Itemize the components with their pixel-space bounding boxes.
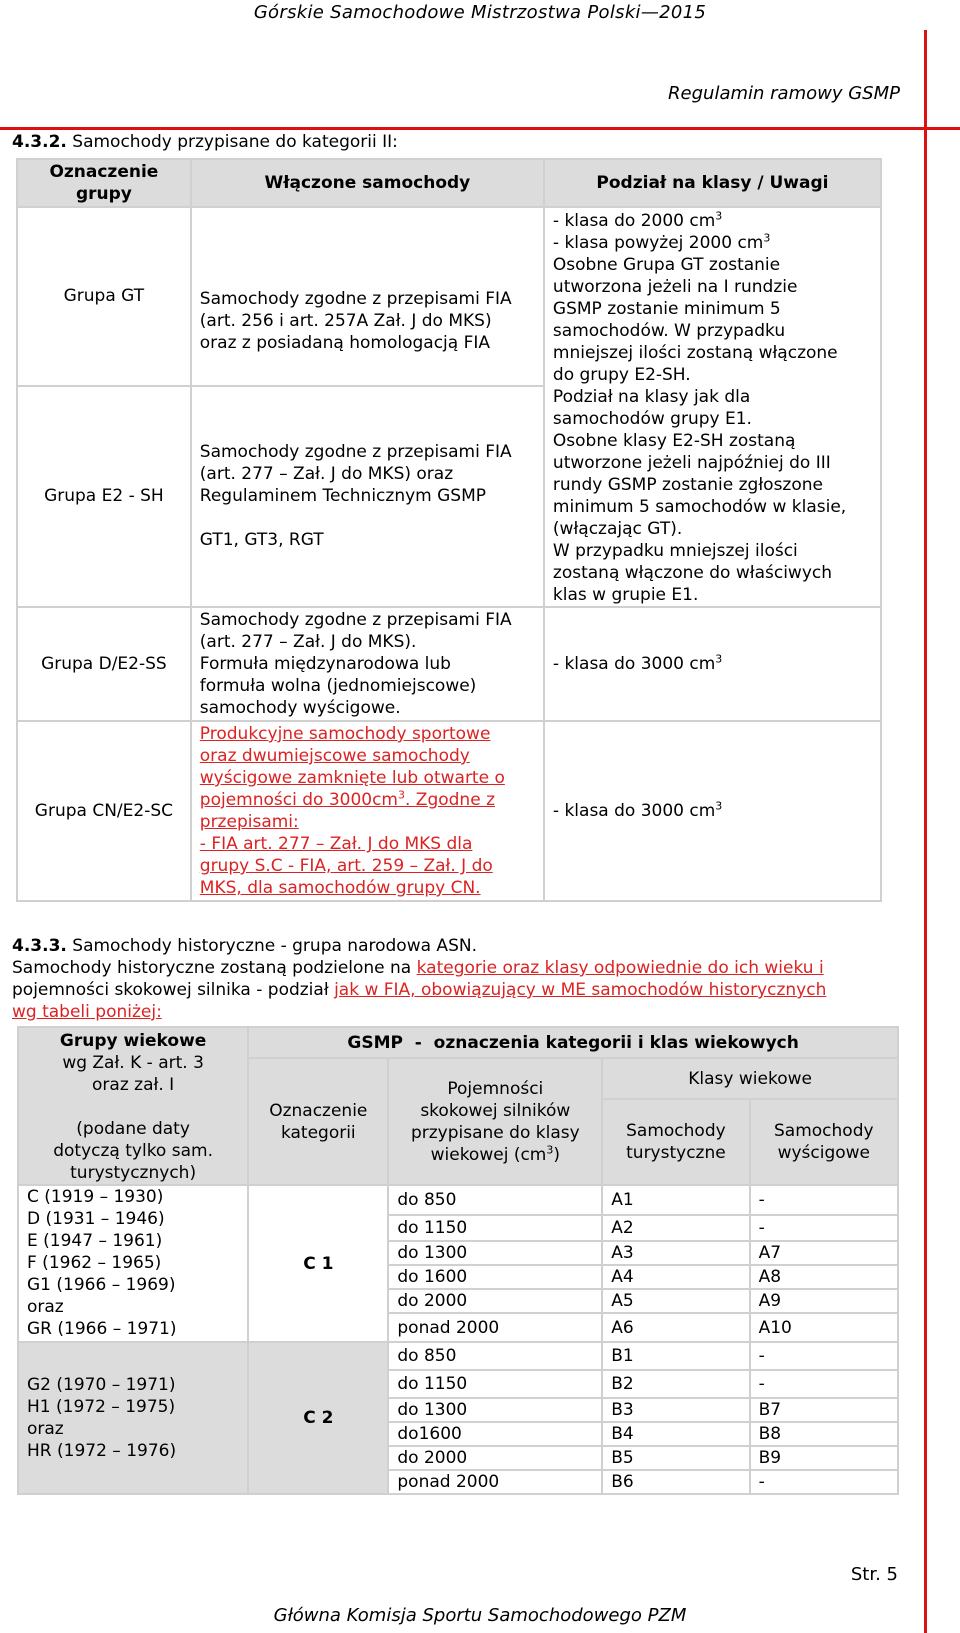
- group-name: Grupa D/E2-SS: [17, 607, 191, 721]
- age-group: G1 (1966 – 1969): [27, 1275, 176, 1295]
- header-racing: Samochody wyścigowe: [750, 1099, 898, 1185]
- racing-class-cell: -: [750, 1185, 898, 1215]
- touring-class-cell: A5: [602, 1289, 749, 1313]
- header-age-classes: Klasy wiekowe: [602, 1058, 898, 1099]
- cars-description: Produkcyjne samochody sportowe oraz dwumiejscowe samochody wyścigowe zamknięte lub otwarte o pojemności do $3000cm^3$. Zgodne z przepisami: - FIA art. 277 – Zał. J do MKS dla grupy S.C - FIA, art. 259 – Zał. J do MKS, dla samochodów grupy CN.: [191, 721, 544, 901]
- historic-classes-table: [17, 1026, 899, 1495]
- racing-class-cell: -: [750, 1342, 898, 1370]
- group-name: Grupa GT: [17, 207, 191, 386]
- capacity-cell: do 1150: [388, 1215, 602, 1241]
- racing-class-cell: B8: [750, 1422, 898, 1446]
- section-number: 4.3.2.: [12, 132, 67, 152]
- header-touring: Samochody turystyczne: [602, 1099, 749, 1185]
- racing-class-cell: -: [750, 1215, 898, 1241]
- touring-class-cell: B5: [602, 1446, 749, 1470]
- racing-class-cell: -: [750, 1470, 898, 1494]
- racing-class-cell: A8: [750, 1265, 898, 1289]
- capacity-cell: do 850: [388, 1185, 602, 1215]
- category-c1-rows: [18, 1185, 898, 1342]
- capacity-cell: ponad 2000: [388, 1313, 602, 1342]
- header-cars: Włączone samochody: [191, 159, 544, 207]
- table-row: [18, 1342, 898, 1370]
- age-group: F (1962 – 1965): [27, 1253, 162, 1273]
- page-number: Str. 5: [850, 1564, 898, 1585]
- document-footer: Główna Komisja Sportu Samochodowego PZM: [273, 1605, 687, 1626]
- cars-description: Samochody zgodne z przepisami FIA (art. 277 – Zał. J do MKS). Formuła międzynarodowa lub formuła wolna (jednomiejscowe) samochody wyścigowe.: [191, 607, 544, 721]
- age-group-list: [18, 1342, 248, 1494]
- age-group: E (1947 – 1961): [27, 1231, 163, 1251]
- capacity-cell: do 2000: [388, 1446, 602, 1470]
- racing-class-cell: A10: [750, 1313, 898, 1342]
- header-group: Oznaczenie grupy: [17, 159, 191, 207]
- racing-class-cell: A9: [750, 1289, 898, 1313]
- racing-class-cell: -: [750, 1370, 898, 1398]
- age-group-list: [18, 1185, 248, 1342]
- section-4-3-3-heading: 4.3.3. Samochody historyczne - grupa narodowa ASN.: [12, 936, 477, 956]
- cars-description: Samochody zgodne z przepisami FIA (art. 277 – Zał. J do MKS) oraz Regulaminem Technicznym GSMP GT1, GT3, RGT: [191, 386, 544, 607]
- touring-class-cell: A6: [602, 1313, 749, 1342]
- section-paragraph-line: Samochody historyczne zostaną podzielone na kategorie oraz klasy odpowiednie do ich wieku i: [12, 958, 824, 978]
- table-row: [17, 721, 881, 901]
- touring-class-cell: B6: [602, 1470, 749, 1494]
- touring-class-cell: B1: [602, 1342, 749, 1370]
- age-group: oraz: [27, 1297, 64, 1317]
- touring-class-cell: A3: [602, 1241, 749, 1265]
- section-paragraph-line: wg tabeli poniżej:: [12, 1002, 162, 1022]
- group-name: Grupa E2 - SH: [17, 386, 191, 607]
- class-info: - klasa do 3000 $cm^3$: [544, 721, 881, 901]
- capacity-cell: do 850: [388, 1342, 602, 1370]
- touring-class-cell: B4: [602, 1422, 749, 1446]
- table-row: [17, 207, 881, 386]
- capacity-cell: ponad 2000: [388, 1470, 602, 1494]
- racing-class-cell: B9: [750, 1446, 898, 1470]
- age-group: GR (1966 – 1971): [27, 1319, 177, 1339]
- margin-line-vertical: [924, 30, 927, 1633]
- touring-class-cell: A1: [602, 1185, 749, 1215]
- group-name: Grupa CN/E2-SC: [17, 721, 191, 901]
- age-group: oraz: [27, 1419, 64, 1439]
- section-4-3-3: [12, 935, 912, 1023]
- class-info: - klasa do 3000 $cm^3$: [544, 607, 881, 721]
- header-rule: [0, 127, 960, 130]
- table-header-row: [17, 159, 881, 207]
- age-group: H1 (1972 – 1975): [27, 1397, 176, 1417]
- section-title: Samochody przypisane do kategorii II:: [66, 132, 398, 152]
- capacity-cell: do 2000: [388, 1289, 602, 1313]
- classes-notes: - klasa do 2000 $cm^3$ - klasa powyżej 2000 $cm^3$ Osobne Grupa GT zostanie utworzona jeżeli na I rundzie GSMP zostanie minimum 5 samochodów. W przypadku mniejszej ilości zostaną włączone do grupy E2-SH. Podział na klasy jak dla samochodów grupy E1. Osobne klasy E2-SH zostaną utworzone jeżeli najpóźniej do III rundy GSMP zostanie zgłoszone minimum 5 samochodów w klasie, (włączając GT). W przypadku mniejszej ilości zostaną włączone do właściwych klas w grupie E1.: [544, 207, 881, 607]
- age-group: HR (1972 – 1976): [27, 1441, 177, 1461]
- category-c2-rows: [18, 1342, 898, 1494]
- touring-class-cell: A4: [602, 1265, 749, 1289]
- header-age-groups: Grupy wiekowe wg Zał. K - art. 3 oraz zał. I (podane daty dotyczą tylko sam. turystycznych): [18, 1027, 248, 1185]
- header-gsmp: GSMP - oznaczenia kategorii i klas wiekowych: [248, 1027, 898, 1058]
- capacity-cell: do 1300: [388, 1241, 602, 1265]
- capacity-cell: do 1600: [388, 1265, 602, 1289]
- category-code: C 1: [248, 1185, 388, 1342]
- touring-class-cell: B3: [602, 1398, 749, 1422]
- header-classes: Podział na klasy / Uwagi: [544, 159, 881, 207]
- section-paragraph-line: pojemności skokowej silnika - podział jak w FIA, obowiązujący w ME samochodów historycznych: [12, 980, 827, 1000]
- document-header-title: Górskie Samochodowe Mistrzostwa Polski—2015: [253, 2, 707, 23]
- capacity-cell: do 1300: [388, 1398, 602, 1422]
- section-4-3-2-heading: [12, 132, 398, 152]
- cars-description: Samochody zgodne z przepisami FIA (art. 256 i art. 257A Zał. J do MKS) oraz z posiadaną homologacją FIA: [191, 207, 544, 386]
- age-group: G2 (1970 – 1971): [27, 1375, 176, 1395]
- header-capacity: Pojemności skokowej silników przypisane do klasy wiekowej $(cm^3)$: [388, 1058, 602, 1185]
- category-2-table: [16, 158, 882, 902]
- category-code: C 2: [248, 1342, 388, 1494]
- header-category: Oznaczenie kategorii: [248, 1058, 388, 1185]
- racing-class-cell: A7: [750, 1241, 898, 1265]
- document-header-subtitle: Regulamin ramowy GSMP: [668, 83, 900, 104]
- age-group: C (1919 – 1930): [27, 1187, 164, 1207]
- table-header-row: [18, 1027, 898, 1058]
- touring-class-cell: B2: [602, 1370, 749, 1398]
- touring-class-cell: A2: [602, 1215, 749, 1241]
- table-row: [17, 607, 881, 721]
- racing-class-cell: B7: [750, 1398, 898, 1422]
- age-group: D (1931 – 1946): [27, 1209, 165, 1229]
- capacity-cell: do 1150: [388, 1370, 602, 1398]
- table-row: [18, 1185, 898, 1215]
- capacity-cell: do1600: [388, 1422, 602, 1446]
